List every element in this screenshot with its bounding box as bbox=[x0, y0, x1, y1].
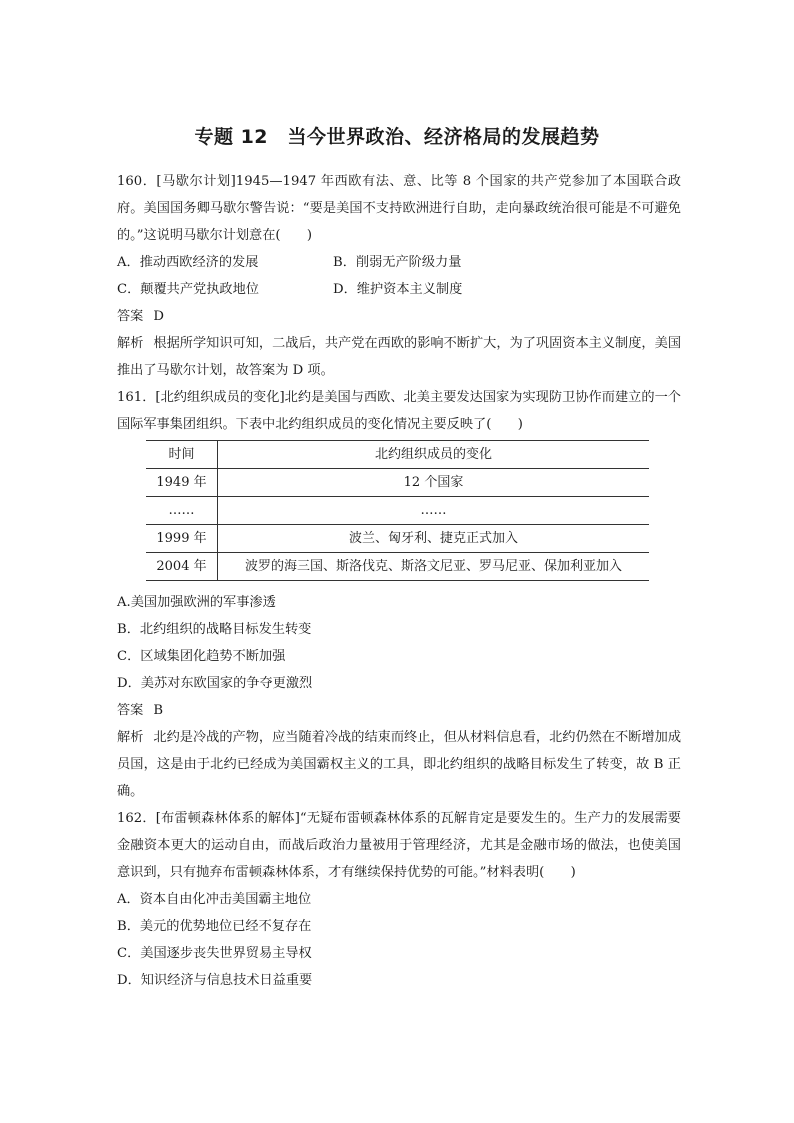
table-cell: …… bbox=[218, 497, 650, 525]
table-header-row bbox=[146, 441, 649, 469]
analysis-line bbox=[117, 724, 681, 805]
table-header-cell: 时间 bbox=[146, 441, 218, 469]
table-row bbox=[146, 553, 649, 581]
answer-label: 答案 bbox=[117, 309, 144, 324]
option-b: B．美元的优势地位已经不复存在 bbox=[117, 919, 312, 934]
answer-line bbox=[117, 697, 681, 724]
question-stem: 161．[北约组织成员的变化]北约是美国与西欧、北美主要发达国家为实现防卫协作而建立的一个国际军事集团组织。下表中北约组织成员的变化情况主要反映了( ) bbox=[117, 390, 681, 432]
question-stem: 162．[布雷顿森林体系的解体]“无疑布雷顿森林体系的瓦解肯定是要发生的。生产力的发展需要金融资本更大的运动自由，而战后政治力量被用于管理经济，尤其是金融市场的做法，也使美国意识到，只有抛弃布雷顿森林体系，才有继续保持优势的可能。”材料表明( ) bbox=[117, 811, 681, 880]
analysis-label: 解析 bbox=[117, 730, 144, 745]
table-header-cell: 北约组织成员的变化 bbox=[218, 441, 650, 469]
option-c: C．颠覆共产党执政地位 bbox=[117, 282, 259, 297]
analysis-text: 北约是冷战的产物，应当随着冷战的结束而终止，但从材料信息看，北约仍然在不断增加成员国，这是由于北约已经成为美国霸权主义的工具，即北约组织的战略目标发生了转变，故 B 正确。 bbox=[117, 730, 682, 799]
option-c: C．美国逐步丧失世界贸易主导权 bbox=[117, 946, 312, 961]
options-row-1 bbox=[117, 249, 681, 276]
option-a: A.美国加强欧洲的军事渗透 bbox=[117, 595, 276, 610]
table-cell: 1949 年 bbox=[146, 469, 218, 497]
analysis-line bbox=[117, 330, 681, 384]
question-160 bbox=[117, 168, 681, 384]
table-cell: 波兰、匈牙利、捷克正式加入 bbox=[218, 525, 650, 553]
table-cell: …… bbox=[146, 497, 218, 525]
table-row bbox=[146, 525, 649, 553]
table-cell: 12 个国家 bbox=[218, 469, 650, 497]
answer-value: B bbox=[153, 703, 164, 718]
answer-value: D bbox=[153, 309, 164, 324]
option-d: D．维护资本主义制度 bbox=[333, 282, 463, 297]
content-body bbox=[117, 168, 681, 994]
analysis-label: 解析 bbox=[117, 336, 144, 351]
page-title: 专题 12 当今世界政治、经济格局的发展趋势 bbox=[194, 126, 600, 148]
option-d: D．知识经济与信息技术日益重要 bbox=[117, 973, 313, 988]
option-b: B．削弱无产阶级力量 bbox=[333, 255, 462, 270]
nato-members-table bbox=[146, 440, 649, 581]
table-cell: 波罗的海三国、斯洛伐克、斯洛文尼亚、罗马尼亚、保加利亚加入 bbox=[218, 553, 650, 581]
table-row bbox=[146, 497, 649, 525]
option-c: C．区域集团化趋势不断加强 bbox=[117, 649, 286, 664]
answer-label: 答案 bbox=[117, 703, 144, 718]
question-161 bbox=[117, 384, 681, 805]
answer-line bbox=[117, 303, 681, 330]
option-b: B．北约组织的战略目标发生转变 bbox=[117, 622, 312, 637]
question-stem: 160．[马歇尔计划]1945—1947 年西欧有法、意、比等 8 个国家的共产党参加了本国联合政府。美国国务卿马歇尔警告说：“要是美国不支持欧洲进行自助，走向暴政统治很可能是不可避免的。”这说明马歇尔计划意在( ) bbox=[117, 174, 681, 243]
table-cell: 2004 年 bbox=[146, 553, 218, 581]
question-162 bbox=[117, 805, 681, 994]
option-a: A．推动西欧经济的发展 bbox=[117, 255, 259, 270]
analysis-text: 根据所学知识可知，二战后，共产党在西欧的影响不断扩大，为了巩固资本主义制度，美国推出了马歇尔计划，故答案为 D 项。 bbox=[117, 336, 682, 378]
option-d: D．美苏对东欧国家的争夺更激烈 bbox=[117, 676, 313, 691]
options-row-2 bbox=[117, 276, 681, 303]
option-a: A．资本自由化冲击美国霸主地位 bbox=[117, 892, 312, 907]
table-cell: 1999 年 bbox=[146, 525, 218, 553]
table-row bbox=[146, 469, 649, 497]
